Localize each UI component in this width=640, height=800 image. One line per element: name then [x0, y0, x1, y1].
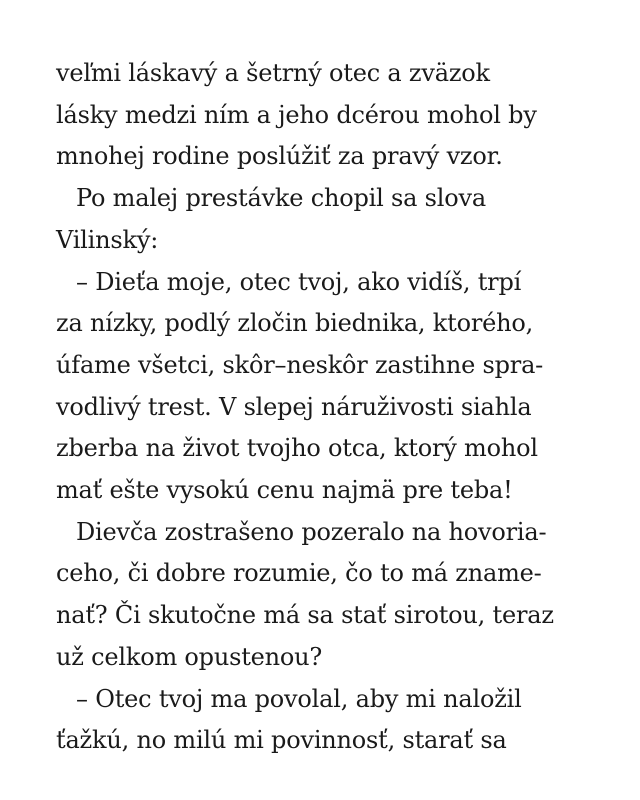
- text-line-9: vodlivý trest. V slepej náruživosti siahla: [56, 392, 532, 421]
- text-line-15: už celkom opustenou?: [56, 642, 323, 671]
- text-line-12: Dievča zostrašeno pozeralo na hovoria-: [76, 517, 547, 546]
- text-line-6: – Dieťa moje, otec tvoj, ako vidíš, trpí: [76, 267, 522, 296]
- text-line-14: nať? Či skutočne má sa stať sirotou, teraz: [56, 601, 554, 630]
- text-line-11: mať ešte vysokú cenu najmä pre teba!: [56, 476, 513, 505]
- text-line-7: za nízky, podlý zločin biednika, ktorého,: [56, 309, 534, 338]
- text-line-13: ceho, či dobre rozumie, čo to má zname-: [56, 559, 542, 588]
- text-line-2: lásky medzi ním a jeho dcérou mohol by: [56, 100, 537, 129]
- text-line-4: Po malej prestávke chopil sa slova: [76, 184, 486, 213]
- text-line-8: úfame všetci, skôr–neskôr zastihne spra-: [56, 350, 544, 379]
- text-line-5: Vilinský:: [56, 225, 159, 254]
- text-line-16: – Otec tvoj ma povolal, aby mi naložil: [76, 684, 522, 713]
- text-line-3: mnohej rodine poslúžiť za pravý vzor.: [56, 142, 503, 171]
- text-line-1: veľmi láskavý a šetrný otec a zväzok: [56, 59, 490, 87]
- document-page: [56, 53, 596, 762]
- text-line-10: zberba na život tvojho otca, ktorý mohol: [56, 434, 538, 463]
- text-line-17: ťažkú, no milú mi povinnosť, starať sa: [56, 726, 507, 755]
